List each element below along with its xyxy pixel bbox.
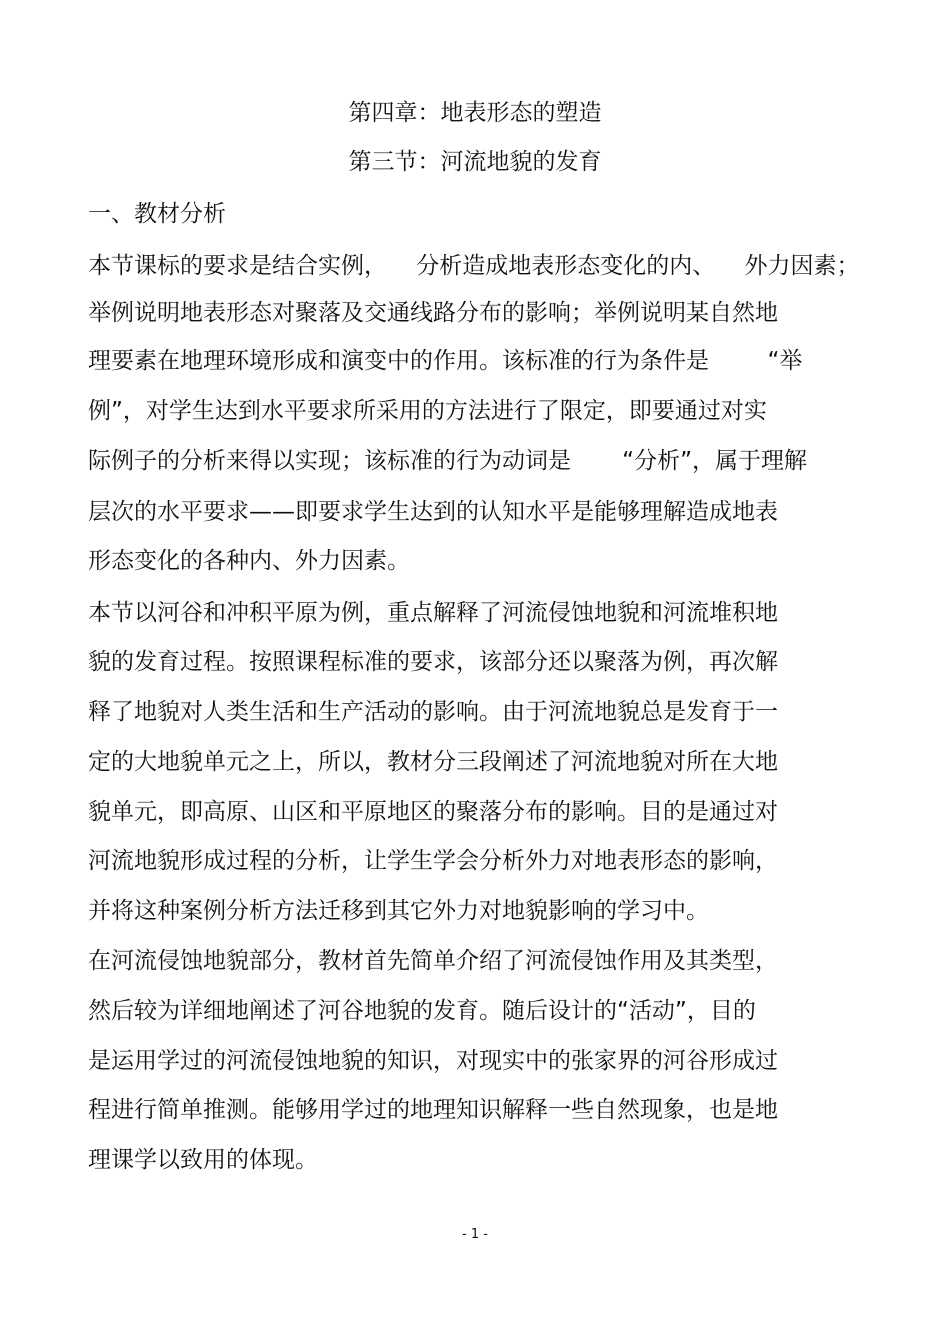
chapter-title: 第四章：地表形态的塑造 bbox=[348, 100, 602, 126]
paragraph-line: 理要素在地理环境形成和演变中的作用。该标准的行为条件是 “举 bbox=[88, 348, 803, 374]
paragraph-line: 并将这种案例分析方法迁移到其它外力对地貌影响的学习中。 bbox=[88, 898, 709, 924]
paragraph-line: 本节课标的要求是结合实例， 分析造成地表形态变化的内、 外力因素； bbox=[88, 253, 860, 279]
paragraph-line: 河流地貌形成过程的分析，让学生学会分析外力对地表形态的影响， bbox=[88, 848, 778, 874]
paragraph-line: 理课学以致用的体现。 bbox=[88, 1147, 318, 1173]
paragraph-line: 层次的水平要求——即要求学生达到的认知水平是能够理解造成地表 bbox=[88, 499, 778, 525]
paragraph-line: 程进行简单推测。能够用学过的地理知识解释一些自然现象，也是地 bbox=[88, 1097, 778, 1123]
page-number: - 1 - bbox=[462, 1227, 488, 1242]
paragraph-line: 然后较为详细地阐述了河谷地貌的发育。随后设计的“活动”，目的 bbox=[88, 998, 756, 1024]
paragraph-line: 本节以河谷和冲积平原为例，重点解释了河流侵蚀地貌和河流堆积地 bbox=[88, 600, 778, 626]
paragraph-line: 例”，对学生达到水平要求所采用的方法进行了限定，即要通过对实 bbox=[88, 398, 767, 424]
paragraph-line: 释了地貌对人类生活和生产活动的影响。由于河流地貌总是发育于一 bbox=[88, 699, 778, 725]
paragraph-line: 举例说明地表形态对聚落及交通线路分布的影响；举例说明某自然地 bbox=[88, 300, 778, 326]
paragraph-line: 定的大地貌单元之上，所以，教材分三段阐述了河流地貌对所在大地 bbox=[88, 749, 778, 775]
paragraph-line: 是运用学过的河流侵蚀地貌的知识，对现实中的张家界的河谷形成过 bbox=[88, 1048, 778, 1074]
paragraph-line: 貌的发育过程。按照课程标准的要求，该部分还以聚落为例，再次解 bbox=[88, 649, 778, 675]
paragraph-line: 际例子的分析来得以实现；该标准的行为动词是 “分析”，属于理解 bbox=[88, 448, 808, 474]
paragraph-line: 貌单元，即高原、山区和平原地区的聚落分布的影响。目的是通过对 bbox=[88, 799, 778, 825]
heading-teaching-material-analysis: 一、教材分析 bbox=[88, 201, 226, 227]
paragraph-line: 在河流侵蚀地貌部分，教材首先简单介绍了河流侵蚀作用及其类型， bbox=[88, 948, 778, 974]
section-title: 第三节：河流地貌的发育 bbox=[348, 149, 602, 175]
paragraph-line: 形态变化的各种内、外力因素。 bbox=[88, 548, 410, 574]
